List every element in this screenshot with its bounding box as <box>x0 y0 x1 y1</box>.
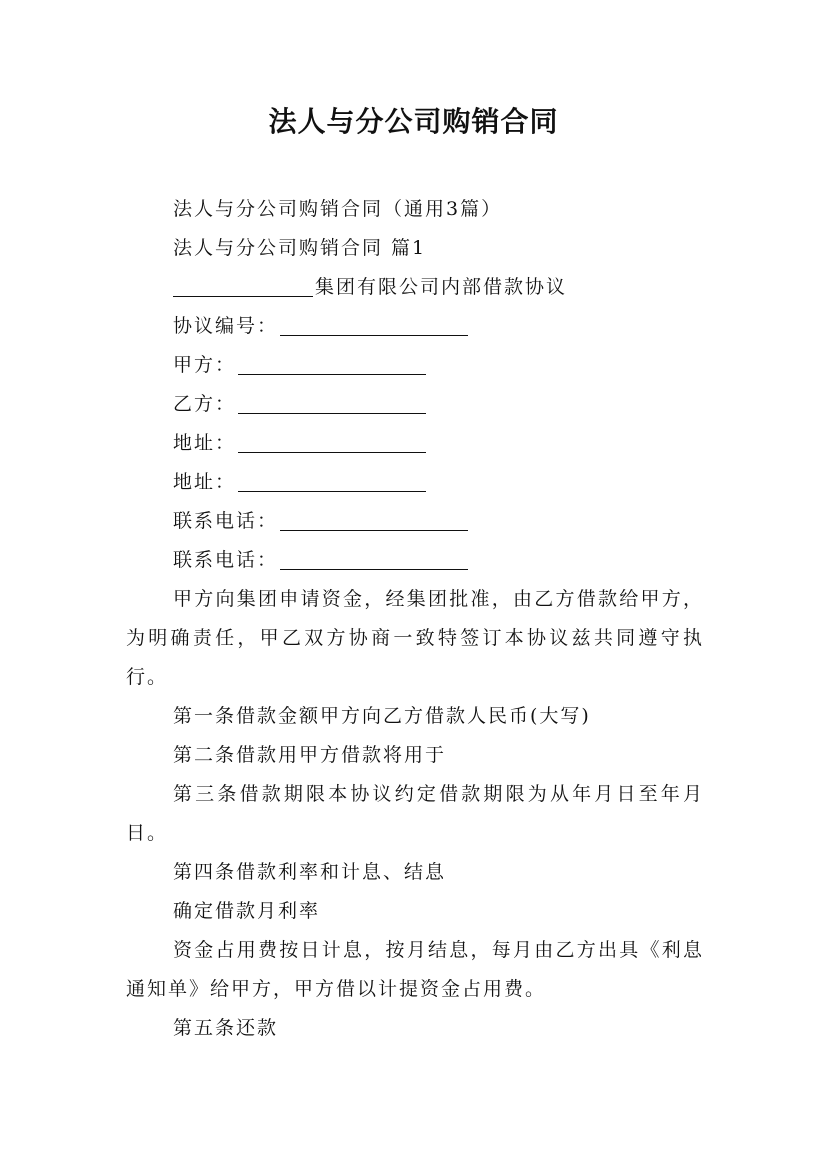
party-b-blank <box>238 391 426 414</box>
address-2-line <box>126 463 704 502</box>
agreement-no-blank <box>280 313 468 336</box>
article-2: 第二条借款用甲方借款将用于 <box>173 744 447 766</box>
article-4-rate: 确定借款月利率 <box>173 900 321 922</box>
subtitle-line: 法人与分公司购销合同（通用3篇） <box>173 198 503 220</box>
agreement-no-label: 协议编号： <box>173 315 279 337</box>
phone-1-label: 联系电话： <box>173 510 279 532</box>
company-name-blank <box>173 274 313 297</box>
address-1-line <box>126 424 704 463</box>
party-b-line <box>126 385 704 424</box>
phone-2-label: 联系电话： <box>173 549 279 571</box>
part-heading: 法人与分公司购销合同 篇1 <box>173 237 427 259</box>
address-1-blank <box>238 430 426 453</box>
article-1: 第一条借款金额甲方向乙方借款人民币(大写) <box>173 705 591 727</box>
party-a-line <box>126 346 704 385</box>
article-3: 第三条借款期限本协议约定借款期限为从年月日至年月日。 <box>126 783 704 844</box>
agreement-name-line <box>126 268 704 307</box>
address-2-blank <box>238 469 426 492</box>
article-4: 第四条借款利率和计息、结息 <box>173 861 447 883</box>
article-4-detail: 资金占用费按日计息，按月结息，每月由乙方出具《利息通知单》给甲方，甲方借以计提资金占用费。 <box>126 939 704 1000</box>
phone-1-line <box>126 502 704 541</box>
phone-2-blank <box>280 547 468 570</box>
document-body <box>126 190 704 1048</box>
phone-2-line <box>126 541 704 580</box>
preamble-paragraph: 甲方向集团申请资金，经集团批准，由乙方借款给甲方，为明确责任，甲乙双方协商一致特签订本协议兹共同遵守执行。 <box>126 588 704 688</box>
article-5: 第五条还款 <box>173 1017 279 1039</box>
party-a-blank <box>238 352 426 375</box>
party-b-label: 乙方： <box>173 393 237 415</box>
document-title: 法人与分公司购销合同 <box>268 105 559 138</box>
party-a-label: 甲方： <box>173 354 237 376</box>
address-1-label: 地址： <box>173 432 237 454</box>
address-2-label: 地址： <box>173 471 237 493</box>
agreement-name: 集团有限公司内部借款协议 <box>315 276 568 298</box>
agreement-no-line <box>126 307 704 346</box>
phone-1-blank <box>280 508 468 531</box>
